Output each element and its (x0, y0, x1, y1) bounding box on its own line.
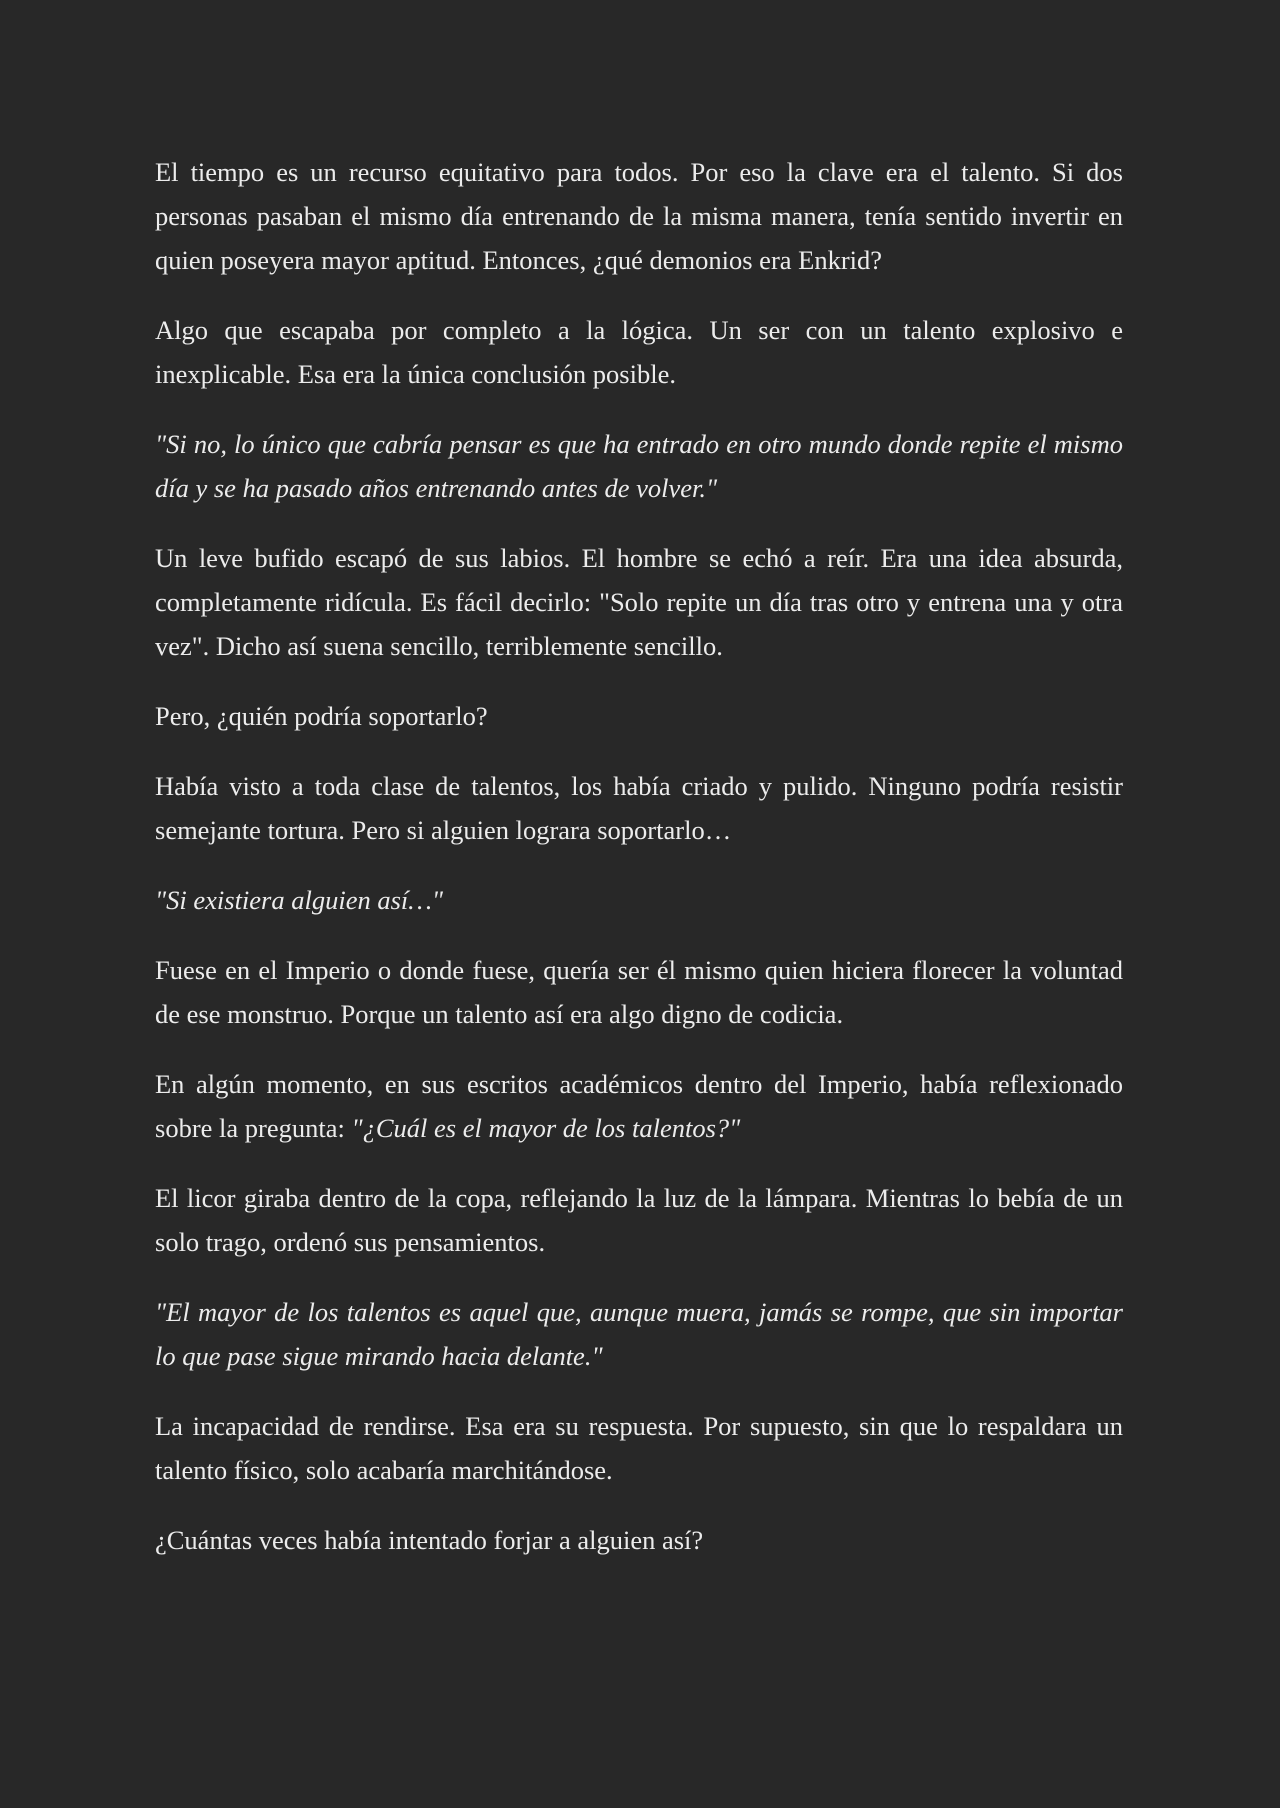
quote-paragraph: "Si existiera alguien así…" (155, 885, 443, 915)
paragraph: El licor giraba dentro de la copa, reflejando la luz de la lámpara. Mientras lo bebía de un solo trago, ordenó sus pensamientos. (155, 1183, 1123, 1257)
paragraph: ¿Cuántas veces había intentado forjar a alguien así? (155, 1525, 704, 1555)
document-body (155, 150, 1123, 1588)
paragraph: Fuese en el Imperio o donde fuese, quería ser él mismo quien hiciera florecer la voluntad de ese monstruo. Porque un talento así era algo digno de codicia. (155, 955, 1123, 1029)
paragraph: La incapacidad de rendirse. Esa era su respuesta. Por supuesto, sin que lo respaldara un talento físico, solo acabaría marchitándose. (155, 1411, 1123, 1485)
paragraph-text: En algún momento, en sus escritos académicos dentro del Imperio, había reflexionado sobre la pregunta: (155, 1069, 1123, 1143)
quote-paragraph: "Si no, lo único que cabría pensar es que ha entrado en otro mundo donde repite el mismo día y se ha pasado años entrenando antes de volver." (155, 429, 1123, 503)
paragraph: Un leve bufido escapó de sus labios. El hombre se echó a reír. Era una idea absurda, completamente ridícula. Es fácil decirlo: "Solo repite un día tras otro y entrena una y otra vez". Dicho así suena sencillo, terriblemente sencillo. (155, 543, 1123, 661)
inline-quote: "¿Cuál es el mayor de los talentos?" (351, 1113, 741, 1143)
paragraph: Había visto a toda clase de talentos, los había criado y pulido. Ninguno podría resistir semejante tortura. Pero si alguien lograra soportarlo… (155, 771, 1123, 845)
paragraph: Pero, ¿quién podría soportarlo? (155, 701, 488, 731)
paragraph: Algo que escapaba por completo a la lógica. Un ser con un talento explosivo e inexplicable. Esa era la única conclusión posible. (155, 315, 1123, 389)
paragraph: El tiempo es un recurso equitativo para todos. Por eso la clave era el talento. Si dos personas pasaban el mismo día entrenando de la misma manera, tenía sentido invertir en quien poseyera mayor aptitud. Entonces, ¿qué demonios era Enkrid? (155, 157, 1123, 275)
quote-paragraph: "El mayor de los talentos es aquel que, aunque muera, jamás se rompe, que sin importar lo que pase sigue mirando hacia delante." (155, 1297, 1123, 1371)
paragraph-with-quote (155, 1062, 1123, 1150)
